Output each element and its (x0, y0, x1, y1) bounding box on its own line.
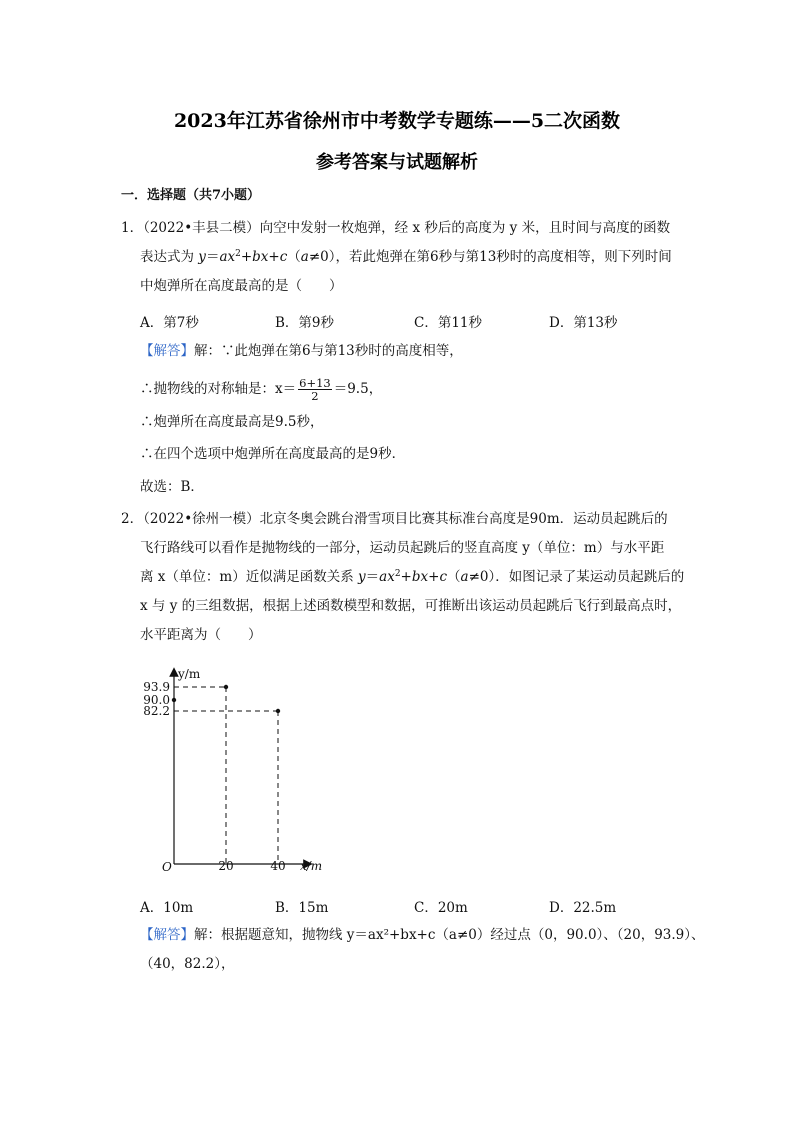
q1-answer-line2 (140, 376, 382, 402)
axis-fraction (298, 377, 332, 402)
data-point (172, 698, 176, 702)
q1-answer-tag: 【解答】 (140, 343, 194, 359)
q2-formula: $y=ax^2+bx+c(a\ne 0)$ (358, 569, 496, 585)
q2-answer-text-1: 解：根据题意知，抛物线 y＝ax²+bx+c（a≠0）经过点（0，90.0）、（20，93.9）、 (194, 927, 705, 943)
y-tick-label: 90.0 (143, 693, 170, 707)
q2-number: 2． (121, 511, 144, 527)
q1-answer-text-2b: ＝9.5， (333, 381, 383, 397)
q1-answer-text-2a: ∴抛物线的对称轴是：x＝ (140, 381, 297, 397)
q1-text-1: 向空中发射一枚炮弹，经 x 秒后的高度为 y 米，且时间与高度的函数 (259, 220, 671, 236)
q2-source: （2022•徐州一模） (143, 511, 260, 527)
x-tick-label: 20 (218, 859, 234, 873)
q2-line3 (140, 567, 684, 587)
q1-answer-text-1: 解：∵此炮弹在第6与第13秒时的高度相等， (194, 343, 463, 359)
q2-option-c: C．20m (414, 900, 468, 916)
q2-line1 (121, 509, 668, 529)
q1-option-a: A．第7秒 (140, 315, 199, 331)
document-title: 2023年江苏省徐州市中考数学专题练——5二次函数 (173, 110, 621, 132)
q2-line2: 飞行路线可以看作是抛物线的一部分，运动员起跳后的竖直高度 y（单位：m）与水平距 (140, 540, 665, 556)
q2-text-3a: 离 x（单位：m）近似满足函数关系 (140, 569, 358, 585)
q1-text-2b: ，若此炮弹在第6秒与第13秒时的高度相等，则下列时间 (335, 249, 672, 265)
fraction-denominator: 2 (311, 389, 319, 403)
q1-line3: 中炮弹所在高度最高的是（ ） (140, 278, 343, 294)
q2-text-1: 北京冬奥会跳台滑雪项目比赛其标准台高度是90m．运动员起跳后的 (259, 511, 668, 527)
q1-answer-line3: ∴炮弹所在高度最高是9.5秒， (140, 414, 324, 430)
section-heading: 一．选择题（共7小题） (121, 188, 261, 203)
fraction-numerator: 6+13 (299, 376, 331, 390)
document-subtitle: 参考答案与试题解析 (316, 152, 478, 173)
q1-answer-line5: 故选：B． (140, 479, 204, 495)
q1-option-c: C．第11秒 (414, 315, 483, 331)
q1-answer-line1 (140, 341, 463, 361)
q2-answer-line2: （40，82.2）， (140, 956, 235, 972)
y-axis-label: y/m (178, 667, 201, 681)
q2-answer-tag: 【解答】 (140, 927, 194, 943)
scatter-chart (128, 664, 348, 886)
q1-line2 (140, 247, 672, 267)
q2-option-b: B．15m (275, 900, 329, 916)
q2-line5: 水平距离为（ ） (140, 627, 262, 643)
q2-option-a: A．10m (140, 900, 194, 916)
q1-number: 1． (121, 220, 144, 236)
q2-option-d: D．22.5m (549, 900, 617, 916)
q1-option-d: D．第13秒 (549, 315, 618, 331)
x-axis-label: x/m (300, 859, 323, 873)
y-tick-label: 93.9 (143, 680, 170, 694)
data-point (276, 709, 280, 713)
q1-source: （2022•丰县二模） (143, 220, 260, 236)
x-tick-label: 40 (270, 859, 286, 873)
y-tick-label: 82.2 (143, 704, 170, 718)
q1-line1 (121, 218, 670, 238)
q2-answer-line1 (140, 925, 705, 945)
q2-line4: x 与 y 的三组数据，根据上述函数模型和数据，可推断出该运动员起跳后飞行到最高点时， (140, 598, 682, 614)
data-point (224, 685, 228, 689)
origin-label: O (162, 860, 172, 874)
q1-text-2a: 表达式为 (140, 249, 199, 265)
q2-text-3b: ．如图记录了某运动员起跳后的 (495, 569, 685, 585)
q1-option-b: B．第9秒 (275, 315, 335, 331)
q1-formula: $y=ax^2+bx+c(a\ne 0)$ (198, 249, 336, 265)
q1-answer-line4: ∴在四个选项中炮弹所在高度最高的是9秒． (140, 446, 406, 462)
